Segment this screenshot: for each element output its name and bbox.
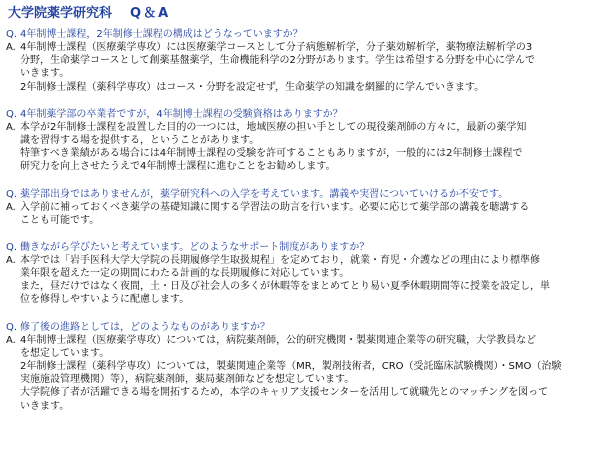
question bbox=[6, 241, 602, 254]
answer-text: 4年制博士課程（医療薬学専攻）については，病院薬剤師，公的研究機関・製薬関連企業等の研究職，大学教員など bbox=[20, 334, 537, 346]
answer-text: 位を修得しやすいように配慮します。 bbox=[20, 294, 190, 306]
answer-text: 研究力を向上させたうえで4年制博士課程に進むことをお勧めします。 bbox=[20, 161, 336, 173]
question bbox=[6, 321, 602, 334]
qa-item bbox=[6, 28, 602, 94]
answer-line bbox=[6, 214, 602, 227]
question-marker: Q. bbox=[6, 321, 18, 333]
qa-item bbox=[6, 321, 602, 413]
answer-text: 実施施設管理機関）等），病院薬剤師，薬局薬剤師などを想定しています。 bbox=[20, 374, 355, 386]
answer-line bbox=[6, 334, 602, 347]
answer-line bbox=[6, 81, 602, 94]
qa-item bbox=[6, 241, 602, 307]
answer-line bbox=[6, 293, 602, 306]
answer-text: また，昼だけではなく夜間，土・日及び社会人の多くが休暇等をまとめてとり易い夏季休暇期間等に授業を設定し，単 bbox=[20, 281, 550, 293]
answer-marker: A. bbox=[6, 201, 16, 213]
answer-text: ことも可能です。 bbox=[20, 214, 100, 226]
answer-marker: A. bbox=[6, 254, 16, 266]
answer-line bbox=[6, 54, 602, 67]
answer-text: 識を習得する場を提供する，ということがあります。 bbox=[20, 134, 260, 146]
answer bbox=[6, 41, 602, 94]
answer-line bbox=[6, 121, 602, 134]
answer-line bbox=[6, 386, 602, 399]
answer-line bbox=[6, 160, 602, 173]
answer-line bbox=[6, 280, 602, 293]
page-title bbox=[8, 6, 602, 22]
answer-line bbox=[6, 347, 602, 360]
answer-text: いきます。 bbox=[20, 400, 70, 412]
question bbox=[6, 108, 602, 121]
question bbox=[6, 188, 602, 201]
page-title-text: 大学院薬学研究科 bbox=[8, 6, 113, 21]
answer-text: 業年限を超えた一定の期間にわたる計画的な長期履修に対応しています。 bbox=[20, 268, 350, 280]
question-text: 4年制薬学部の卒業者ですが，4年制博士課程の受験資格はありますか？ bbox=[20, 108, 343, 120]
answer-text: 分野，生命薬学コースとして創薬基盤薬学，生命機能科学の2分野があります。学生は希望する分野を中心に学んで bbox=[20, 55, 536, 67]
question-marker: Q. bbox=[6, 108, 18, 120]
answer-line bbox=[6, 360, 602, 373]
answer-line bbox=[6, 41, 602, 54]
answer-marker: A. bbox=[6, 334, 16, 346]
answer-text: 入学前に補っておくべき薬学の基礎知識に関する学習法の助言を行います。必要に応じて薬学部の講義を聴講する bbox=[20, 201, 530, 213]
answer-text: 特筆すべき業績がある場合には4年制博士課程の受験を許可することもありますが，一般的には2年制修士課程で bbox=[20, 148, 523, 160]
answer-line bbox=[6, 373, 602, 386]
answer-line bbox=[6, 67, 602, 80]
answer-text: を想定しています。 bbox=[20, 347, 110, 359]
question-text: 薬学部出身ではありませんが，薬学研究科への入学を考えています。講義や実習についていけるか不安です。 bbox=[20, 188, 509, 200]
answer-text: 2年制修士課程（薬科学専攻）はコース・分野を設定せず，生命薬学の知識を網羅的に学んでいきます。 bbox=[20, 81, 485, 93]
page-title-qa: Q＆A bbox=[130, 6, 171, 21]
answer-text: 4年制博士課程（医療薬学専攻）には医療薬学コースとして分子病態解析学，分子薬効解析学，薬物療法解析学の3 bbox=[20, 42, 533, 53]
question-marker: Q. bbox=[6, 29, 18, 40]
answer-line bbox=[6, 147, 602, 160]
question-marker: Q. bbox=[6, 241, 18, 253]
answer-line bbox=[6, 201, 602, 214]
question-marker: Q. bbox=[6, 188, 18, 200]
answer-text: 本学では「岩手医科大学大学院の長期履修学生取扱規程」を定めており，就業・育児・介護などの理由により標準修 bbox=[20, 254, 540, 266]
answer-line bbox=[6, 254, 602, 267]
answer bbox=[6, 334, 602, 413]
question-text: 修了後の進路としては，どのようなものがありますか？ bbox=[20, 321, 270, 333]
answer-line bbox=[6, 134, 602, 147]
answer-line bbox=[6, 267, 602, 280]
qa-item bbox=[6, 108, 602, 174]
answer-marker: A. bbox=[6, 42, 16, 53]
answer bbox=[6, 121, 602, 174]
answer-text: 大学院修了者が活躍できる場を開拓するため，本学のキャリア支援センターを活用して就職先とのマッチングを図って bbox=[20, 387, 549, 399]
answer-line bbox=[6, 400, 602, 413]
question-text: 4年制博士課程，2年制修士課程の構成はどうなっていますか？ bbox=[20, 29, 303, 40]
answer bbox=[6, 254, 602, 307]
answer-text: 本学が2年制修士課程を設置した目的の一つには，地域医療の担い手としての現役薬剤師の方々に，最新の薬学知 bbox=[20, 121, 527, 133]
qa-item bbox=[6, 188, 602, 227]
qa-list bbox=[6, 28, 602, 413]
answer bbox=[6, 201, 602, 227]
question-text: 働きながら学びたいと考えています。どのようなサポート制度がありますか？ bbox=[20, 241, 370, 253]
question bbox=[6, 28, 602, 41]
answer-text: 2年制修士課程（薬科学専攻）については，製薬関連企業等（MR，製剤技術者，CRO（受託臨床試験機関）・SMO（治験 bbox=[20, 361, 562, 372]
answer-marker: A. bbox=[6, 121, 16, 133]
answer-text: いきます。 bbox=[20, 68, 70, 80]
